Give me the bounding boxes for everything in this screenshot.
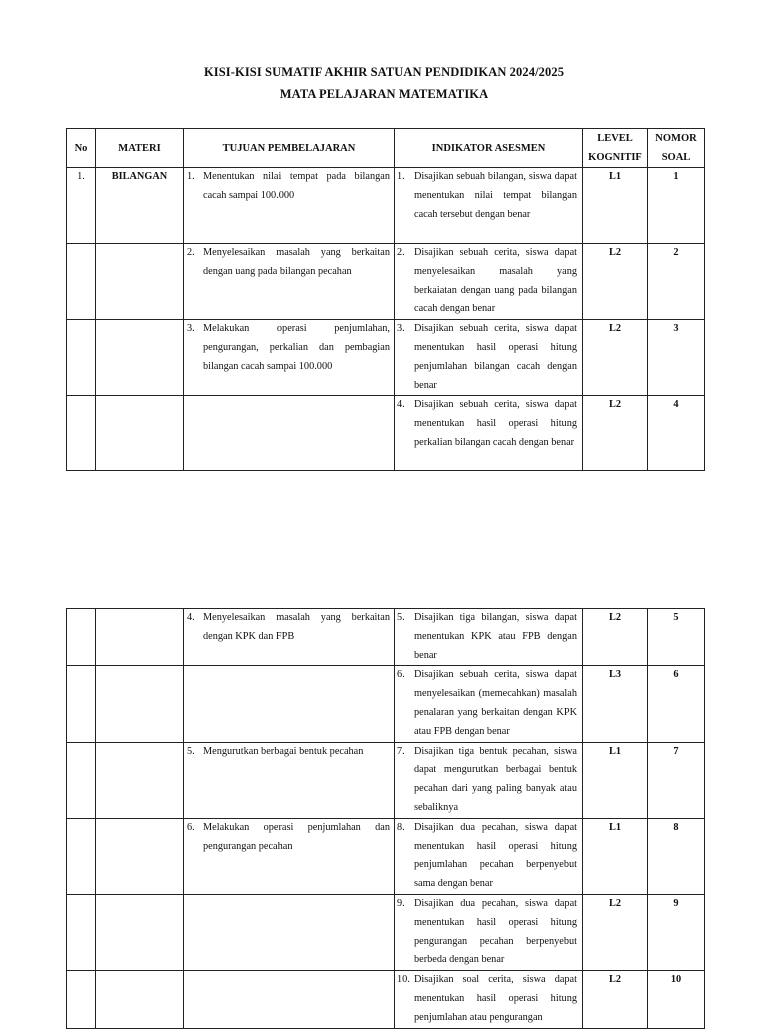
table-header-row [67,129,705,168]
row-tujuan [184,168,395,244]
indikator-number: 10. [397,974,410,986]
indikator-text: Disajikan tiga bentuk pecahan, siswa dapat mengurutkan berbagai bentuk pecahan dari yang paling banyak atau sebaliknya [414,745,577,813]
row-no [67,742,96,818]
row-tujuan [184,818,395,894]
header-nomor-line1: NOMOR [655,133,697,144]
tujuan-text: Melakukan operasi penjumlahan, pengurangan, perkalian dan pembagian bilangan cacah sampai 100.000 [203,323,390,372]
row-no [67,609,96,666]
row-no [67,894,96,970]
indikator-number: 5. [397,612,405,623]
row-materi [96,818,184,894]
header-tujuan-pembelajaran: TUJUAN PEMBELAJARAN [184,129,395,168]
row-indikator [395,168,583,244]
row-nomor-soal: 10 [648,971,705,1028]
row-nomor-soal: 5 [648,609,705,666]
header-materi: MATERI [96,129,184,168]
tujuan-number: 6. [187,821,195,833]
tujuan-text: Menyelesaikan masalah yang berkaitan dengan uang pada bilangan pecahan [203,247,390,277]
document-title: KISI-KISI SUMATIF AKHIR SATUAN PENDIDIKAN 2024/2025 [203,65,565,79]
row-indikator [395,666,583,742]
row-no [67,818,96,894]
header-nomor-soal [648,129,705,168]
row-level-kognitif: L2 [583,320,648,396]
table-row [67,609,705,666]
row-level-kognitif: L2 [583,244,648,320]
header-indikator-asesmen: INDIKATOR ASESMEN [395,129,583,168]
row-no: 1. [67,168,96,244]
table-row [67,894,705,970]
row-indikator [395,609,583,666]
row-nomor-soal: 4 [648,396,705,471]
row-tujuan [184,666,395,742]
indikator-text: Disajikan sebuah cerita, siswa dapat menentukan hasil operasi hitung perkalian bilangan cacah dengan benar [414,399,577,448]
indikator-number: 7. [397,745,405,757]
row-tujuan [184,320,395,396]
kisi-kisi-table-page-1 [66,128,705,471]
row-nomor-soal: 7 [648,742,705,818]
row-materi: BILANGAN [96,168,184,244]
table-row [67,320,705,396]
row-indikator [395,818,583,894]
row-level-kognitif: L1 [583,818,648,894]
indikator-number: 2. [397,247,405,258]
tujuan-number: 2. [187,247,195,258]
row-no [67,320,96,396]
indikator-number: 3. [397,323,405,335]
document-subtitle: MATA PELAJARAN MATEMATIKA [279,87,489,101]
row-materi [96,320,184,396]
row-indikator [395,742,583,818]
row-materi [96,244,184,320]
indikator-text: Disajikan sebuah bilangan, siswa dapat menentukan nilai tempat bilangan cacah tersebut dengan benar [414,171,577,220]
header-nomor-line2: SOAL [661,152,691,163]
tujuan-text: Menentukan nilai tempat pada bilangan cacah sampai 100.000 [203,171,390,201]
header-level-line1: LEVEL [597,133,633,144]
row-no [67,244,96,320]
indikator-number: 1. [397,171,405,182]
indikator-text: Disajikan sebuah cerita, siswa dapat menyelesaikan (memecahkan) masalah penalaran yang berkaitan dengan KPK atau FPB dengan benar [414,669,577,737]
row-level-kognitif: L2 [583,609,648,666]
row-nomor-soal: 1 [648,168,705,244]
row-level-kognitif: L1 [583,168,648,244]
indikator-number: 4. [397,399,405,411]
row-indikator [395,396,583,471]
row-nomor-soal: 2 [648,244,705,320]
row-tujuan [184,971,395,1028]
table-row [67,396,705,471]
row-level-kognitif: L2 [583,894,648,970]
row-materi [96,742,184,818]
row-no [67,396,96,471]
row-materi [96,894,184,970]
kisi-kisi-table-page-2 [66,608,705,1029]
row-indikator [395,894,583,970]
tujuan-number: 1. [187,171,195,182]
row-materi [96,396,184,471]
header-level-line2: KOGNITIF [588,152,642,163]
row-nomor-soal: 9 [648,894,705,970]
row-materi [96,666,184,742]
header-no: No [67,129,96,168]
row-no [67,971,96,1028]
tujuan-number: 5. [187,745,195,757]
row-level-kognitif: L2 [583,396,648,471]
row-indikator [395,244,583,320]
indikator-text: Disajikan dua pecahan, siswa dapat menentukan hasil operasi hitung pengurangan pecahan berpenyebut berbeda dengan benar [414,897,577,966]
table-row [67,168,705,244]
indikator-text: Disajikan sebuah cerita, siswa dapat menentukan hasil operasi hitung penjumlahan bilangan cacah dengan benar [414,323,577,391]
tujuan-number: 4. [187,612,195,623]
tujuan-number: 3. [187,323,195,335]
row-level-kognitif: L2 [583,971,648,1028]
indikator-text: Disajikan soal cerita, siswa dapat menentukan hasil operasi hitung penjumlahan atau pengurangan [414,974,577,1023]
row-tujuan [184,244,395,320]
table-row [67,971,705,1028]
table-row [67,742,705,818]
row-level-kognitif: L3 [583,666,648,742]
row-tujuan [184,609,395,666]
row-tujuan [184,742,395,818]
row-nomor-soal: 8 [648,818,705,894]
table-row [67,818,705,894]
header-level-kognitif [583,129,648,168]
indikator-number: 9. [397,897,405,909]
row-indikator [395,320,583,396]
row-level-kognitif: L1 [583,742,648,818]
tujuan-text: Melakukan operasi penjumlahan dan pengurangan pecahan [203,821,390,852]
indikator-number: 8. [397,821,405,833]
row-no [67,666,96,742]
table-row [67,244,705,320]
row-nomor-soal: 6 [648,666,705,742]
indikator-number: 6. [397,669,405,681]
row-indikator [395,971,583,1028]
tujuan-text: Mengurutkan berbagai bentuk pecahan [203,745,364,757]
row-nomor-soal: 3 [648,320,705,396]
row-tujuan [184,894,395,970]
indikator-text: Disajikan sebuah cerita, siswa dapat menyelesaikan masalah yang berkaiatan dengan uang pada bilangan cacah dengan benar [414,247,577,315]
row-materi [96,971,184,1028]
indikator-text: Disajikan tiga bilangan, siswa dapat menentukan KPK atau FPB dengan benar [414,612,577,661]
row-materi [96,609,184,666]
row-tujuan [184,396,395,471]
table-row [67,666,705,742]
indikator-text: Disajikan dua pecahan, siswa dapat menentukan hasil operasi hitung penjumlahan pecahan berpenyebut sama dengan benar [414,821,577,890]
tujuan-text: Menyelesaikan masalah yang berkaitan dengan KPK dan FPB [203,612,390,642]
